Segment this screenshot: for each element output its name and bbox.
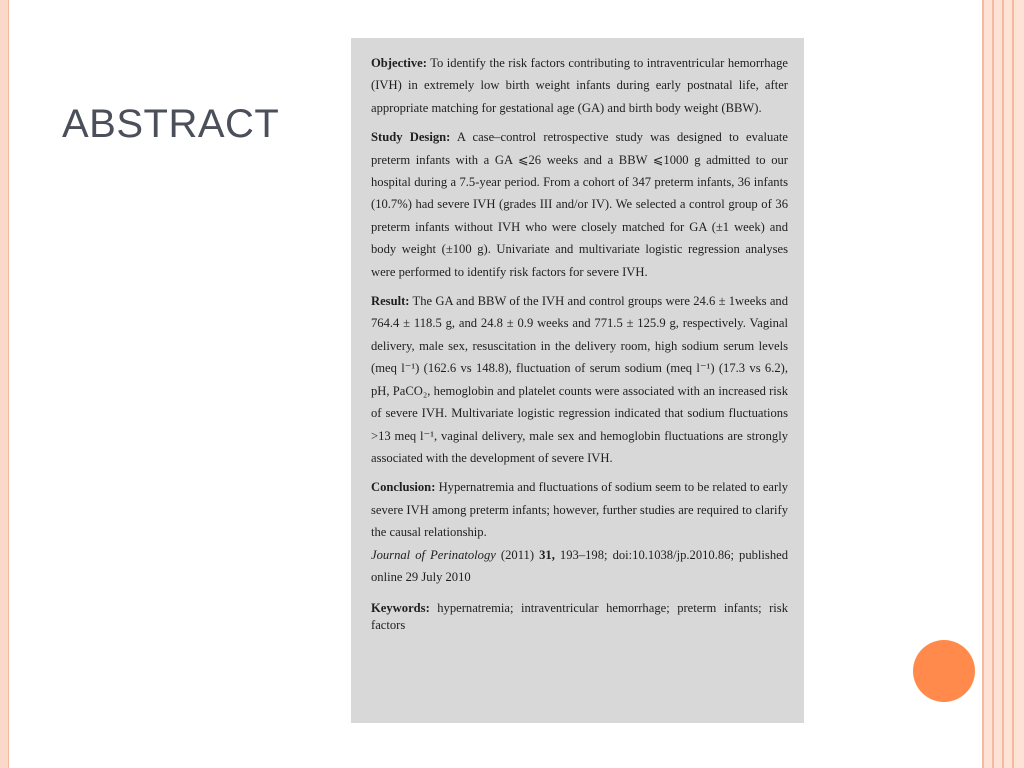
keywords-paragraph [371, 600, 788, 634]
conclusion-paragraph [371, 476, 788, 543]
citation-paragraph [371, 544, 788, 589]
journal-name: Journal of Perinatology [371, 547, 496, 562]
conclusion-label: Conclusion: [371, 480, 436, 495]
study-design-text: A case–control retrospective study was designed to evaluate preterm infants with a GA ⩽26 weeks and a BBW ⩽1000 g admitted to our hospital during a 7.5-year period. From a cohort of 347 preterm infants, 36 infants (10.7%) had severe IVH (grades III and/or IV). We selected a control group of 36 preterm infants without IVH who were closely matched for GA (±1 week) and body weight (±100 g). Univariate and multivariate logistic regression analyses were performed to identify risk factors for severe IVH. [371, 130, 788, 279]
journal-volume: 31, [539, 547, 555, 562]
keywords-text: hypernatremia; intraventricular hemorrhage; preterm infants; risk factors [371, 601, 788, 633]
left-border-decoration [0, 0, 9, 768]
objective-label: Objective: [371, 56, 427, 70]
keywords-label: Keywords: [371, 601, 430, 616]
result-text: The GA and BBW of the IVH and control groups were 24.6 ± 1weeks and 764.4 ± 118.5 g, and 24.8 ± 0.9 weeks and 771.5 ± 125.9 g, respectively. Vaginal delivery, male sex, resuscitation in the delivery room, high sodium serum levels (meq l⁻¹) (162.6 vs 148.8), fluctuation of serum sodium (meq l⁻¹) (17.3 vs 6.2), pH, PaCO₂, hemoglobin and platelet counts were associated with an increased risk of severe IVH. Multivariate logistic regression indicated that sodium fluctuations >13 meq l⁻¹, vaginal delivery, male sex and hemoglobin fluctuations are strongly associated with the development of severe IVH. [371, 294, 788, 465]
orange-circle-decoration [913, 640, 975, 702]
result-label: Result: [371, 294, 410, 309]
result-paragraph [371, 290, 788, 469]
objective-paragraph [371, 52, 788, 119]
study-design-label: Study Design: [371, 130, 451, 145]
right-stripe-decoration [978, 0, 1024, 768]
study-design-paragraph [371, 126, 788, 283]
slide-title: ABSTRACT [62, 102, 280, 146]
journal-details: 193–198; doi:10.1038/jp.2010.86; published online 29 July 2010 [371, 547, 789, 584]
objective-text: To identify the risk factors contributing to intraventricular hemorrhage (IVH) in extremely low birth weight infants during early postnatal life, after appropriate matching for gestational age (GA) and birth body weight (BBW). [371, 56, 788, 115]
abstract-image-panel [351, 38, 804, 723]
conclusion-text: Hypernatremia and fluctuations of sodium seem to be related to early severe IVH among preterm infants; however, further studies are required to clarify the causal relationship. [371, 480, 788, 540]
journal-year: (2011) [495, 547, 540, 562]
